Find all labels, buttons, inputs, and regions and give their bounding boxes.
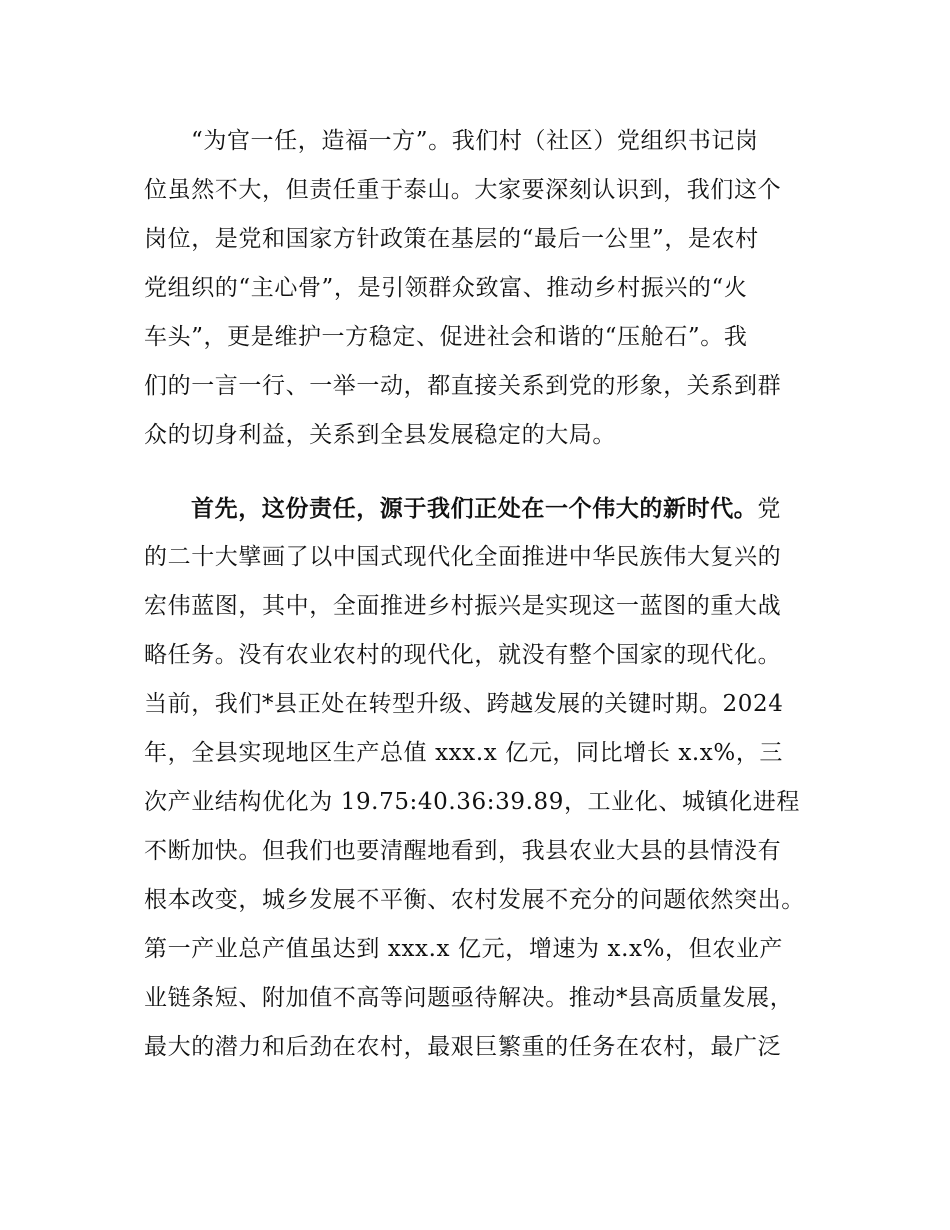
bold-lead-sentence: 首先，这份责任，源于我们正处在一个伟大的新时代。 xyxy=(191,495,758,522)
paragraph-lead-line xyxy=(144,484,824,533)
lead-continuation: 党 xyxy=(757,496,782,522)
paragraph-line: 车头”，更是维护一方稳定、促进社会和谐的“压舱石”。我 xyxy=(144,324,748,350)
paragraph-line: “为官一任，造福一方”。我们村（社区）党组织书记岗 xyxy=(191,128,759,154)
paragraph-line: 位虽然不大，但责任重于泰山。大家要深刻认识到，我们这个 xyxy=(144,177,782,203)
paragraph-line: 宏伟蓝图，其中，全面推进乡村振兴是实现这一蓝图的重大战 xyxy=(144,593,782,619)
paragraph-line: 最大的潜力和后劲在农村，最艰巨繁重的任务在农村，最广泛 xyxy=(144,1034,782,1060)
paragraph-line: 不断加快。但我们也要清醒地看到，我县农业大县的县情没有 xyxy=(144,838,782,864)
paragraph-line: 们的一言一行、一举一动，都直接关系到党的形象，关系到群 xyxy=(144,373,782,399)
paragraph-line: 当前，我们*县正处在转型升级、跨越发展的关键时期。2024 xyxy=(144,691,784,717)
paragraph-line: 年，全县实现地区生产总值 xxx.x 亿元，同比增长 x.x%，三 xyxy=(144,740,784,766)
paragraph-line: 第一产业总产值虽达到 xxx.x 亿元，增速为 x.x%，但农业产 xyxy=(144,936,784,962)
paragraph-line: 岗位，是党和国家方针政策在基层的“最后一公里”，是农村 xyxy=(144,226,759,252)
paragraph-line: 次产业结构优化为 19.75:40.36:39.89，工业化、城镇化进程 xyxy=(144,789,800,815)
paragraph-line: 略任务。没有农业农村的现代化，就没有整个国家的现代化。 xyxy=(144,642,782,668)
paragraph-line: 众的切身利益，关系到全县发展稳定的大局。 xyxy=(144,422,616,448)
paragraph-line: 根本改变，城乡发展不平衡、农村发展不充分的问题依然突出。 xyxy=(144,887,805,913)
paragraph-line: 党组织的“主心骨”，是引领群众致富、推动乡村振兴的“火 xyxy=(144,275,748,301)
paragraph-line: 的二十大擘画了以中国式现代化全面推进中华民族伟大复兴的 xyxy=(144,544,782,570)
paragraph-line: 业链条短、附加值不高等问题亟待解决。推动*县高质量发展， xyxy=(144,985,794,1011)
paragraph-2 xyxy=(144,484,824,1072)
paragraph-1 xyxy=(144,117,824,460)
